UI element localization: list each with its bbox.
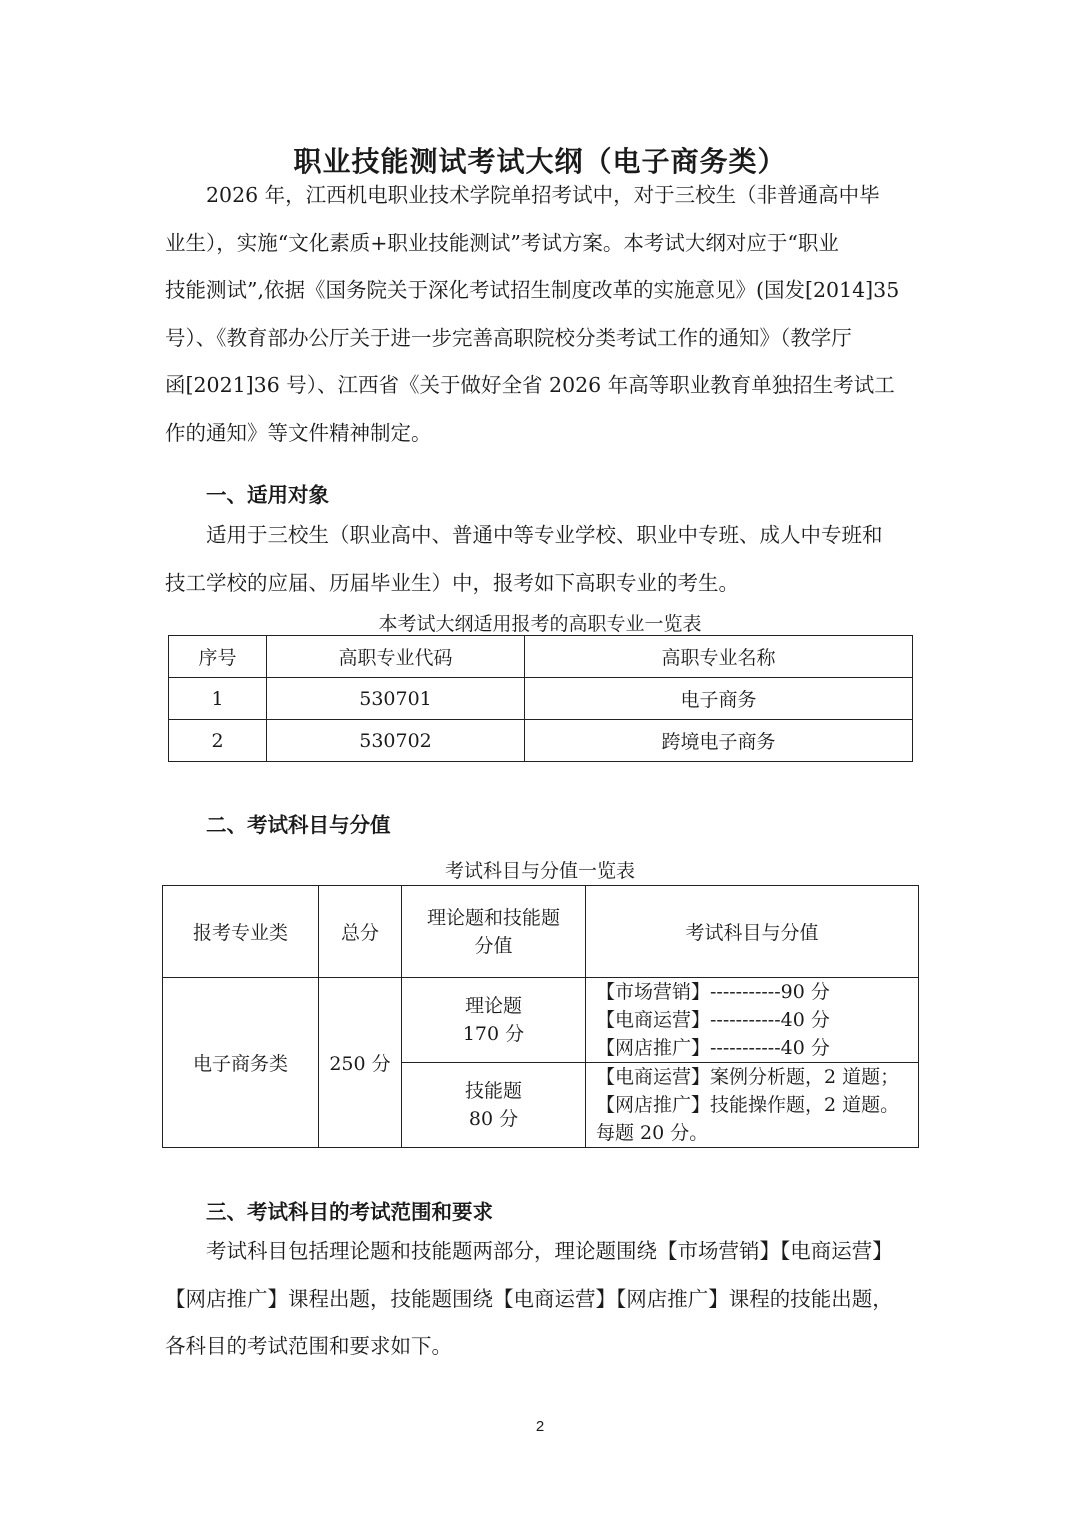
table2-caption: 考试科目与分值一览表 [444,860,635,882]
table-cell: 2 [169,720,267,762]
section3-paragraph [165,1228,917,1371]
skill-score: 80 分 [468,1108,519,1130]
table-cell: 1 [169,678,267,720]
theory-cell [402,978,586,1063]
section3-line: 考试科目包括理论题和技能题两部分，理论题围绕【市场营销】【电商运营】 [206,1239,893,1263]
header-cell: 考试科目与分值 [586,886,919,978]
header-cell: 报考专业类 [163,886,319,978]
table-row [169,678,913,720]
skill-label: 技能题 [464,1080,522,1102]
total-cell: 250 分 [319,978,402,1148]
header-cell [402,886,586,978]
table-row [163,978,919,1063]
intro-line: 2026 年，江西机电职业技术学院单招考试中，对于三校生（非普通高中毕 [206,183,880,207]
intro-line: 号）、《教育部办公厅关于进一步完善高职院校分类考试工作的通知》（教学厅 [165,325,852,350]
table-row [169,720,913,762]
table1-caption: 本考试大纲适用报考的高职专业一览表 [378,613,702,635]
section1-paragraph [165,512,917,607]
theory-label: 理论题 [464,995,522,1017]
page-title: 职业技能测试考试大纲（电子商务类） [293,145,787,178]
header-cell-line: 分值 [474,934,513,957]
intro-paragraph [165,172,917,457]
section-heading-3: 三、考试科目的考试范围和要求 [206,1200,493,1224]
category-cell: 电子商务类 [163,978,319,1148]
section-heading-2: 二、考试科目与分值 [206,813,391,837]
table-cell: 530701 [267,678,525,720]
intro-line: 业生），实施“文化素质+职业技能测试”考试方案。本考试大纲对应于“职业 [165,230,839,255]
table-header-row [169,636,913,678]
header-cell: 序号 [169,636,267,678]
table-cell: 530702 [267,720,525,762]
page-number: 2 [535,1418,545,1435]
theory-score: 170 分 [462,1023,525,1045]
section-heading-1: 一、适用对象 [206,483,329,507]
skill-items-cell [586,1063,919,1148]
intro-line: 函[2021]36 号）、江西省《关于做好全省 2026 年高等职业教育单独招生考试工 [165,373,895,397]
theory-item: 【电商运营】-----------40 分 [596,1009,830,1031]
theory-item: 【市场营销】-----------90 分 [596,981,830,1003]
skill-item: 每题 20 分。 [596,1122,709,1144]
header-cell: 总分 [319,886,402,978]
section3-line: 【网店推广】课程出题，技能题围绕【电商运营】【网店推广】课程的技能出题， [165,1286,893,1311]
intro-line: 技能测试”,依据《国务院关于深化考试招生制度改革的实施意见》(国发[2014]35 [165,278,900,302]
section1-line: 适用于三校生（职业高中、普通中等专业学校、职业中专班、成人中专班和 [206,523,883,547]
intro-line: 作的通知》等文件精神制定。 [165,420,432,445]
table-cell: 跨境电子商务 [525,720,913,762]
table-cell: 电子商务 [525,678,913,720]
theory-items-cell [586,978,919,1063]
skill-item: 【网店推广】技能操作题，2 道题。 [596,1094,900,1116]
theory-item: 【网店推广】-----------40 分 [596,1037,830,1059]
skill-item: 【电商运营】案例分析题，2 道题； [596,1066,900,1088]
section1-line: 技工学校的应届、历届毕业生）中，报考如下高职专业的考生。 [165,570,739,595]
section3-line: 各科目的考试范围和要求如下。 [165,1334,452,1358]
header-cell: 高职专业名称 [525,636,913,678]
header-cell-line: 理论题和技能题 [426,906,560,929]
header-cell: 高职专业代码 [267,636,525,678]
table-header-row [163,886,919,978]
subjects-table [162,885,919,1148]
skill-cell [402,1063,586,1148]
majors-table [168,635,913,762]
